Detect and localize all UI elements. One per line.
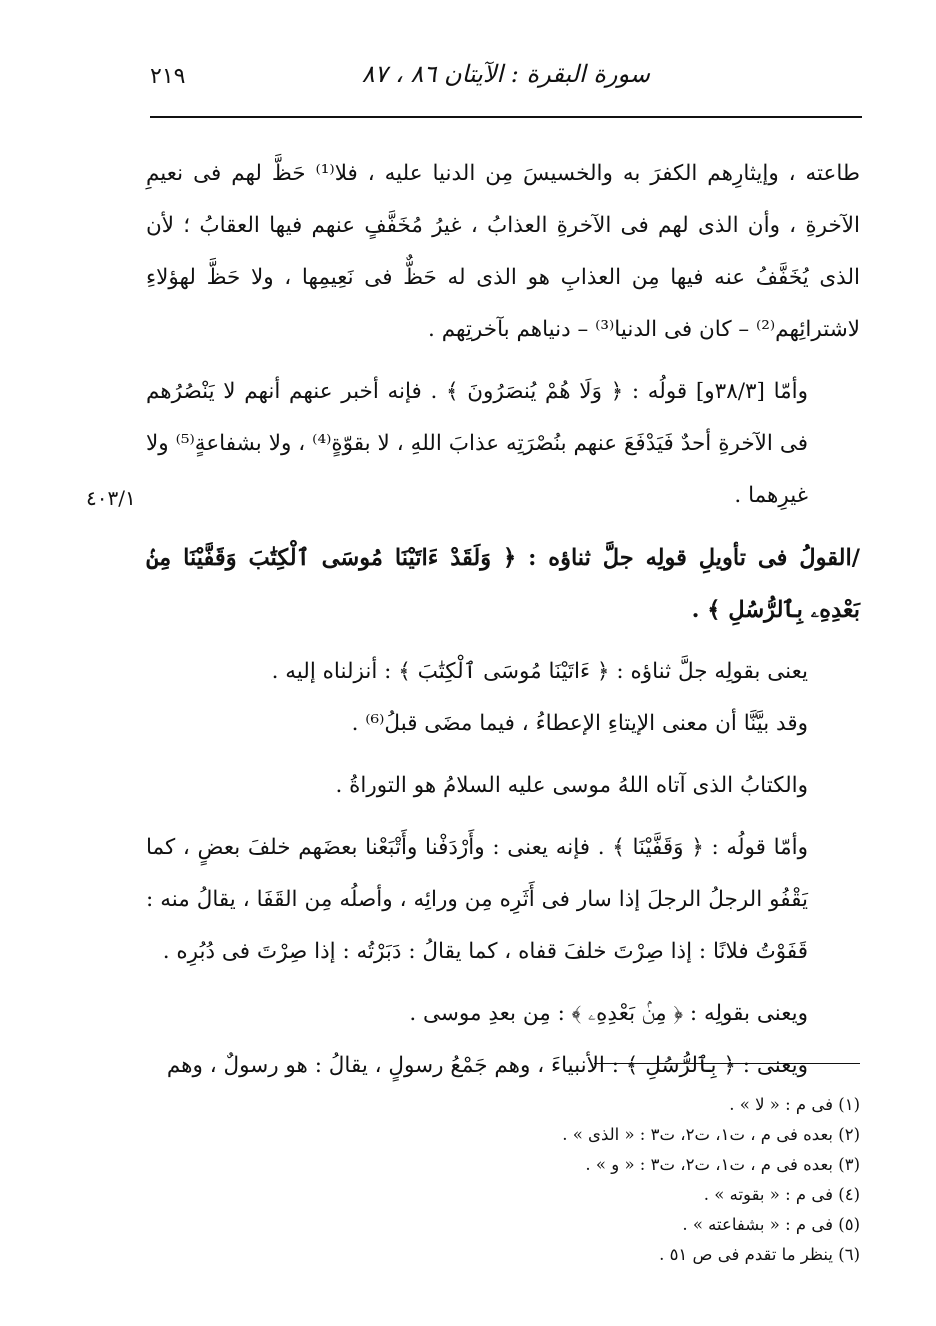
section-heading: /القولُ فى تأويلِ قولِه جلَّ ثناؤه : ﴿ وَلَقَدْ ءَاتَيْنَا مُوسَى ٱلْكِتَٰبَ وَقَفَّيْنَا مِنۢ بَعْدِهِۦ بِٱلرُّسُلِ ﴾ . xyxy=(146,545,860,623)
page-header xyxy=(150,60,860,100)
footnote-5: (٥) فى م : « بشفاعته » . xyxy=(682,1215,860,1234)
page-number: ٢١٩ xyxy=(150,64,186,89)
paragraph-3: يعنى بقولِه جلَّ ثناؤه : ﴿ ءَاتَيْنَا مُوسَى ٱلْكِتَٰبَ ﴾ : أنزلناه إليه . xyxy=(271,659,808,684)
paragraph-5: والكتابُ الذى آتاه اللهُ موسى عليه السلامُ هو التوراةُ . xyxy=(335,773,808,798)
running-title: سورة البقرة : الآيتان ٨٦ ، ٨٧ xyxy=(361,60,650,88)
footnotes xyxy=(260,1090,860,1270)
paragraph-7: ويعنى بقولِه : ﴿ مِنۢ بَعْدِهِۦ ﴾ : مِن بعدِ موسى . xyxy=(409,1001,808,1026)
footnote-2: (٢) بعده فى م ، ت١، ت٢، ت٣ : « الذى » . xyxy=(562,1125,860,1144)
footnote-rule xyxy=(594,1063,860,1064)
footnote-1: (١) فى م : « لا » . xyxy=(729,1095,860,1114)
footnote-6: (٦) ينظر ما تقدم فى ص ٥١ . xyxy=(659,1245,860,1264)
paragraph-6: وأمّا قولُه : ﴿ وَقَفَّيْنَا ﴾ . فإنه يعنى : وأَرْدَفْنا وأَتْبَعْنا بعضَهم خلفَ بعضٍ ، كما يَقْفُو الرجلُ الرجلَ إذا سار فى أَثَرِه مِن ورائِه ، وأصلُه مِن القَفَا ، يقالُ منه : قَفَوْتُ فلانًا : إذا صِرْتَ خلفَ قفاه ، كما يقالُ : دَبَرْتُه : إذا صِرْتَ فى دُبُرِه . xyxy=(146,835,808,964)
paragraph-1: طاعته ، وإيثارِهم الكفرَ به والخسيسَ مِن الدنيا عليه ، فلا⁽¹⁾ حَظَّ لهم فى نعيمِ الآخرةِ ، وأن الذى لهم فى الآخرةِ العذابُ ، غيرُ مُخَفَّفٍ عنهم فيها العقابُ ؛ لأن الذى يُخَفَّفُ عنه فيها مِن العذابِ هو الذى له حَظٌّ فى نَعِيمِها ، ولا حَظَّ لهؤلاءِ لاشترائِهم⁽²⁾ – كان فى الدنيا⁽³⁾ – دنياهم بآخرتِهم . xyxy=(146,161,860,342)
footnote-4: (٤) فى م : « بقوته » . xyxy=(703,1185,860,1204)
paragraph-2: وأمّا [٣٨/٣و] قولُه : ﴿ وَلَا هُمْ يُنصَرُونَ ﴾ . فإنه أخبر عنهم أنهم لا يَنْصُرُهم فى الآخرةِ أحدٌ فَيَدْفَعَ عنهم بنُصْرَتِه عذابَ اللهِ ، لا بقوّةٍ⁽⁴⁾ ، ولا بشفاعةٍ⁽⁵⁾ ولا غيرِهما . xyxy=(146,379,809,508)
footnote-3: (٣) بعده فى م ، ت١، ت٢، ت٣ : « و » . xyxy=(585,1155,860,1174)
header-rule xyxy=(150,116,862,118)
margin-reference: ٤٠٣/١ xyxy=(86,486,136,510)
paragraph-4: وقد بيَّنَّا أن معنى الإيتاءِ الإعطاءُ ، فيما مضَى قبلُ⁽⁶⁾ . xyxy=(351,711,808,736)
main-text xyxy=(146,148,860,1092)
paragraph-8: ويعنى : ﴿ بِٱلرُّسُلِ ﴾ : الأنبياءَ ، وهم جَمْعُ رسولٍ ، يقالُ : هو رسولٌ ، وهم xyxy=(166,1053,808,1078)
